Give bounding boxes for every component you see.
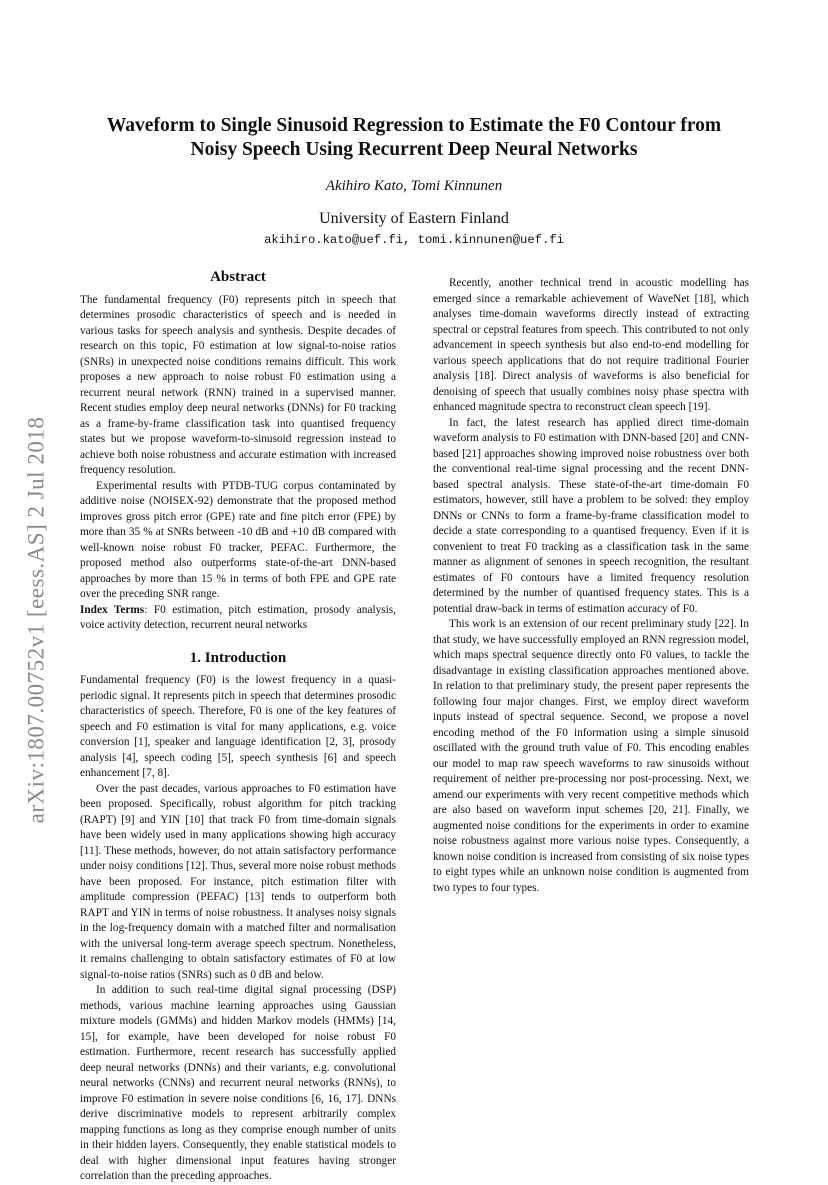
- authors: Akihiro Kato, Tomi Kinnunen: [325, 178, 503, 194]
- abstract-paragraph: The fundamental frequency (F0) represents pitch in speech that determines prosodic characteristics of speech and is needed in various tasks for speech analysis and synthesis. Despite decades of research on this topic, F0 estimation at low signal-to-noise ratios (SNRs) in unexpected noise conditions remains difficult. This work proposes a new approach to noise robust F0 estimation using a recurrent neural network (RNN) trained in a supervised manner. Recent studies employ deep neural networks (DNNs) for F0 tracking as a frame-by-frame classification task into quantised frequency states but we propose waveform-to-sinusoid regression instead to achieve both noise robustness and accurate estimation with increased frequency resolution.: [80, 293, 396, 476]
- left-column: [80, 270, 396, 1185]
- body-paragraph: Over the past decades, various approaches to F0 estimation have been proposed. Specifically, robust algorithm for pitch tracking (RAPT) [9] and YIN [10] that track F0 from time-domain signals have been widely used in many applications showing high accuracy [11]. These methods, however, do not attain satisfactory performance under noisy conditions [12]. Thus, several more noise robust methods have been proposed. For instance, pitch estimation filter with amplitude compression (PEFAC) [13] tends to outperform both RAPT and YIN in terms of noise robustness. It analyses noisy signals in the log-frequency domain with a matched filter and normalisation with the universal long-term average speech spectrum. Nonetheless, it remains challenging to obtain satisfactory estimates of F0 at low signal-to-noise ratios (SNRs) such as 0 dB and below.: [80, 782, 396, 981]
- body-paragraph: Fundamental frequency (F0) is the lowest frequency in a quasi-periodic signal. It represents pitch in speech that determines prosodic characteristics of speech. Therefore, F0 is one of the key features of speech and F0 estimation is vital for many applications, e.g. voice conversion [1], speaker and language identification [2, 3], prosody analysis [4], speech coding [5], speech synthesis [6] and speech enhancement [7, 8].: [80, 674, 396, 779]
- email: akihiro.kato@uef.fi, tomi.kinnunen@uef.fi: [264, 233, 564, 247]
- affiliation: University of Eastern Finland: [319, 210, 509, 227]
- section-heading: 1. Introduction: [189, 649, 287, 666]
- body-paragraph: Recently, another technical trend in acoustic modelling has emerged since a remarkable achievement of WaveNet [18], which analyses time-domain waveforms directly instead of extracting spectral or cepstral features from speech. This contributed to not only advancement in speech synthesis but also end-to-end modelling for various speech applications that do not require traditional Fourier analysis [18]. Direct analysis of waveforms is also beneficial for denoising of speech that usually combines noisy phase spectra with enhanced magnitude spectra to reconstruct clean speech [19].: [433, 277, 749, 413]
- index-terms-label: Index Terms: [80, 603, 145, 616]
- right-column: [433, 276, 749, 896]
- index-terms: [80, 603, 396, 634]
- arxiv-identifier: arXiv:1807.00752v1 [eess.AS] 2 Jul 2018: [23, 416, 49, 824]
- body-paragraph: In fact, the latest research has applied direct time-domain waveform analysis to F0 estimation with DNN-based [20] and CNN-based [21] approaches showing improved noise robustness over both the conventional real-time signal processing and the recent DNN-based spectral analysis. These state-of-the-art time-domain F0 estimators, however, still have a problem to be solved: they employ DNNs or CNNs to form a frame-by-frame classification model to decide a state corresponding to a quantised frequency. Even if it is convenient to treat F0 tracking as a classification task in the same manner as alignment of senones in speech recognition, the resultant estimates of F0 contours have a limited frequency resolution determined by the number of quantised frequency states. This is a potential draw-back in terms of estimation accuracy of F0.: [433, 416, 749, 615]
- body-paragraph: This work is an extension of our recent preliminary study [22]. In that study, we have successfully employed an RNN regression model, which maps spectral sequence directly onto F0 values, to tackle the disadvantage in existing classification approaches mentioned above. In relation to that preliminary study, the present paper represents the following four major changes. First, we employ direct waveform inputs instead of spectral sequence. Second, we propose a novel encoding method of the F0 information using a simple sinusoid oscillated with the ground truth value of F0. This encoding enables our model to map raw speech waveforms to raw sinusoids without requirement of neither pre-processing nor post-processing. Next, we amend our experiments with very recent competitive methods which are also based on waveform input schemes [20, 21]. Finally, we augmented noise conditions for the experiments in order to examine noise robustness against more various noise types. Consequently, a known noise condition is increased from consisting of six noise types to eight types while an unknown noise condition is augmented from two types to four types.: [433, 618, 749, 894]
- body-paragraph: In addition to such real-time digital signal processing (DSP) methods, various machine learning approaches using Gaussian mixture models (GMMs) and hidden Markov models (HMMs) [14, 15], for example, have been developed for noise robust F0 estimation. Furthermore, recent research has successfully applied deep neural networks (DNNs) and their variants, e.g. convolutional neural networks (CNNs) and recurrent neural networks (RNNs), to improve F0 estimation in severe noise conditions [6, 16, 17]. DNNs derive discriminative models to represent arbitrarily complex mapping functions as long as they comprise enough number of units in their hidden layers. Consequently, they enable statistical models to deal with higher dimensional input features having stronger correlation than the preceding approaches.: [80, 984, 396, 1182]
- paper-title: Waveform to Single Sinusoid Regression to Estimate the F0 Contour from Noisy Speech Using Recurrent Deep Neural Networks: [106, 115, 722, 160]
- index-terms-text: : F0 estimation, pitch estimation, prosody analysis, voice activity detection, recurrent neural networks: [80, 603, 397, 631]
- abstract-paragraph: Experimental results with PTDB-TUG corpus contaminated by additive noise (NOISEX-92) demonstrate that the proposed method improves gross pitch error (GPE) rate and fine pitch error (FPE) by more than 35 % at SNRs between -10 dB and +10 dB compared with well-known noise robust F0 tracker, PEFAC. Furthermore, the proposed method also outperforms state-of-the-art DNN-based approaches by more than 15 % in terms of both FPE and GPE rate over the preceding SNR range.: [80, 479, 396, 600]
- abstract-heading: Abstract: [210, 269, 266, 285]
